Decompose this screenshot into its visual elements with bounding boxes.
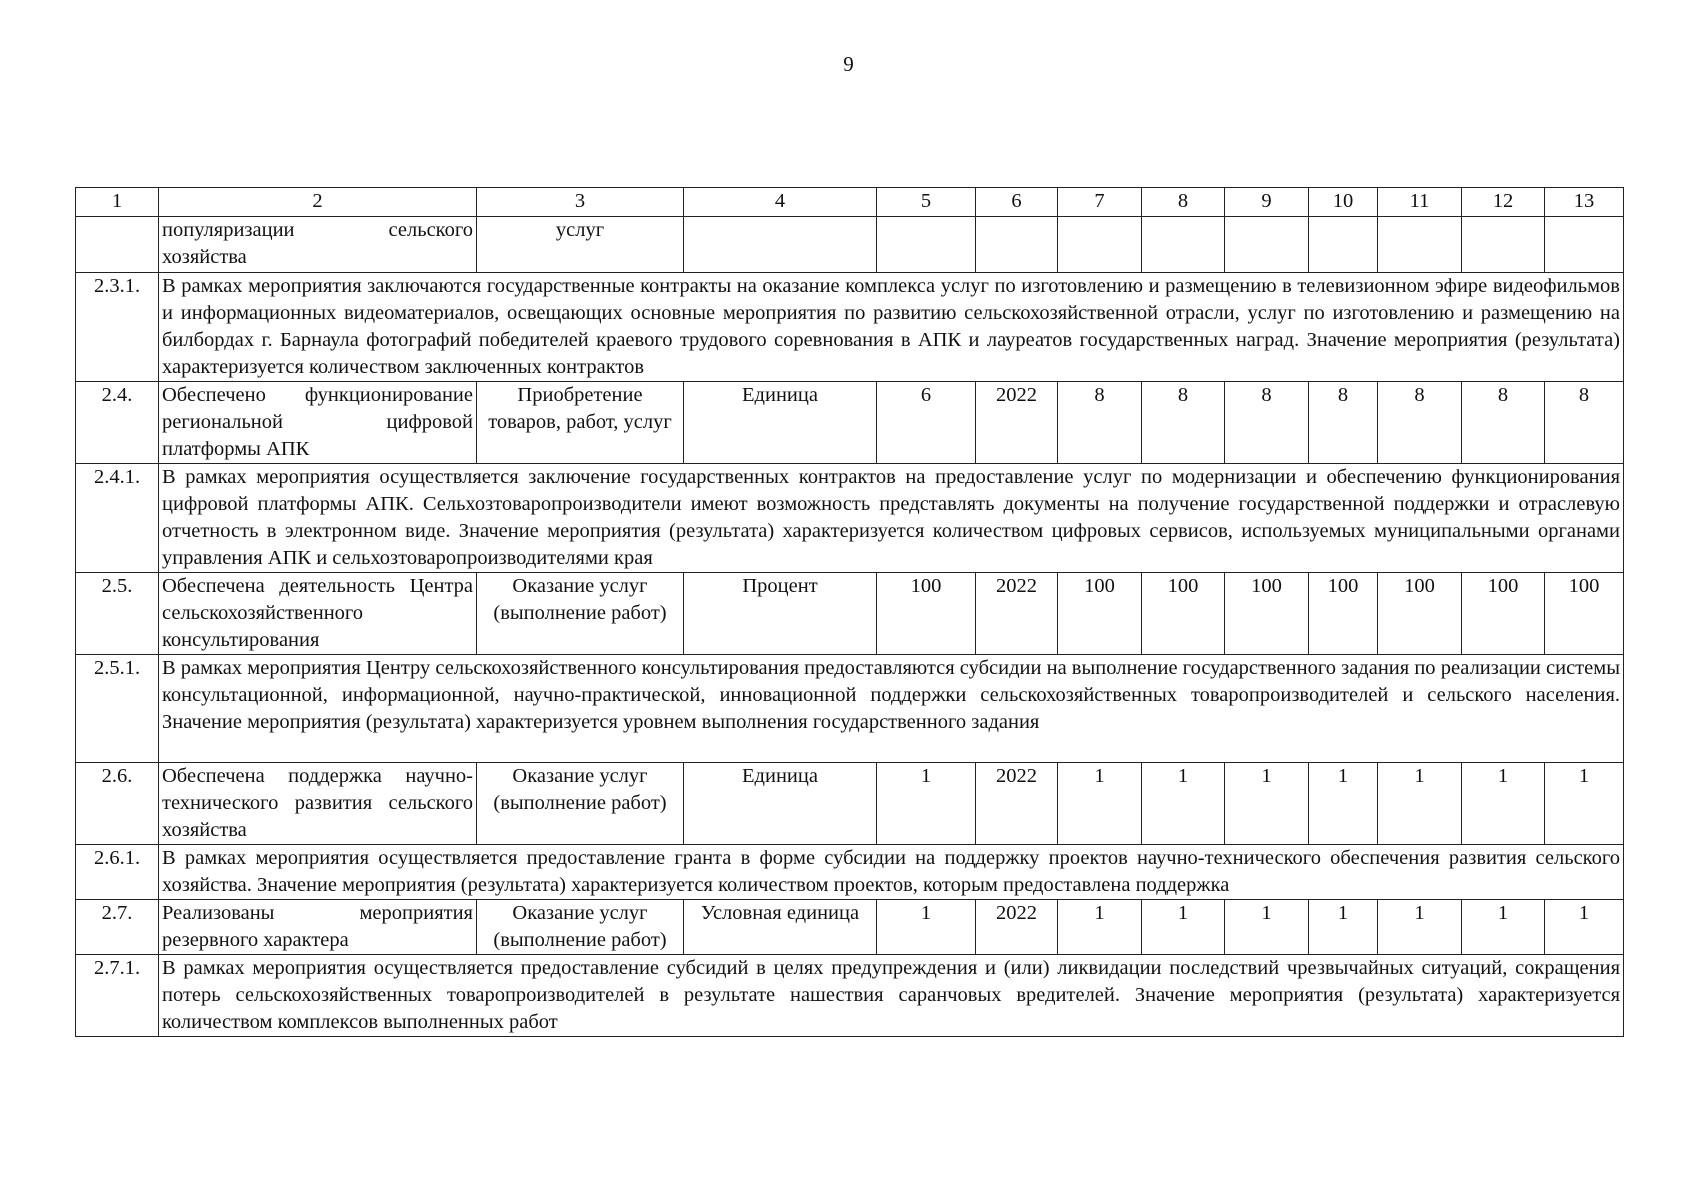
column-number: 12: [1462, 188, 1545, 217]
page-number: 9: [843, 52, 854, 76]
base-year: 2022: [976, 900, 1058, 955]
column-number-row: [76, 188, 1624, 217]
program-table: [75, 187, 1624, 1037]
year-value: 1: [1462, 763, 1545, 845]
year-value: 1: [1545, 900, 1624, 955]
row-number: 2.4.1.: [76, 464, 159, 573]
table-cell: [1225, 217, 1309, 273]
table-cell: [684, 217, 877, 273]
year-value: 1: [1142, 763, 1225, 845]
year-value: 1: [1225, 763, 1309, 845]
year-value: 1: [1545, 763, 1624, 845]
year-value: 100: [1225, 573, 1309, 655]
measure-description: В рамках мероприятия осуществляется предоставление субсидий в целях предупреждения и (или) ликвидации последствий чрезвычайных ситуаций, сокращения потерь сельскохозяйственных товаропроизводителей в результате нашествия саранчовых вредителей. Значение мероприятия (результата) характеризуется количеством комплексов выполненных работ: [159, 955, 1624, 1037]
base-year: 2022: [976, 573, 1058, 655]
measure-name: популяризации сельского хозяйства: [159, 217, 477, 273]
measure-unit: Условная единица: [684, 900, 877, 955]
base-value: 100: [877, 573, 976, 655]
table-row: [76, 464, 1624, 573]
column-number: 6: [976, 188, 1058, 217]
year-value: 1: [1378, 900, 1462, 955]
measure-description: В рамках мероприятия осуществляется заключение государственных контрактов на предоставление услуг по модернизации и обеспечению функционирования цифровой платформы АПК. Сельхозтоваропроизводители имеют возможность представлять документы на получение государственной поддержки и отраслевую отчетность в электронном виде. Значение мероприятия (результата) характеризуется количеством цифровых сервисов, используемых муниципальными органами управления АПК и сельхозтоваропроизводителями края: [159, 464, 1624, 573]
year-value: 1: [1058, 763, 1142, 845]
column-number: 3: [477, 188, 684, 217]
table-cell: [1462, 217, 1545, 273]
year-value: 8: [1545, 382, 1624, 464]
row-number: 2.7.1.: [76, 955, 159, 1037]
measure-unit: Единица: [684, 763, 877, 845]
column-number: 11: [1378, 188, 1462, 217]
row-number: 2.6.: [76, 763, 159, 845]
table-cell: [1545, 217, 1624, 273]
year-value: 100: [1545, 573, 1624, 655]
measure-name: Обеспечено функционирование региональной цифровой платформы АПК: [159, 382, 477, 464]
measure-type: Оказание услуг (выполнение работ): [477, 900, 684, 955]
table-cell: [1058, 217, 1142, 273]
row-number: 2.3.1.: [76, 273, 159, 382]
year-value: 100: [1462, 573, 1545, 655]
table-cell: [1142, 217, 1225, 273]
base-year: 2022: [976, 763, 1058, 845]
table-row: [76, 655, 1624, 763]
year-value: 1: [1225, 900, 1309, 955]
year-value: 1: [1462, 900, 1545, 955]
table-row: [76, 763, 1624, 845]
year-value: 8: [1462, 382, 1545, 464]
column-number: 8: [1142, 188, 1225, 217]
base-value: 1: [877, 900, 976, 955]
year-value: 100: [1142, 573, 1225, 655]
row-number: 2.7.: [76, 900, 159, 955]
table-cell: [877, 217, 976, 273]
measure-description: В рамках мероприятия заключаются государственные контракты на оказание комплекса услуг по изготовлению и размещению в телевизионном эфире видеофильмов и информационных видеоматериалов, освещающих основные мероприятия по развитию сельскохозяйственной отрасли, услуг по изготовлению и размещению на билбордах г. Барнаула фотографий победителей краевого трудового соревнования в АПК и лауреатов государственных наград. Значение мероприятия (результата) характеризуется количеством заключенных контрактов: [159, 273, 1624, 382]
measure-type: Приобретение товаров, работ, услуг: [477, 382, 684, 464]
column-number: 13: [1545, 188, 1624, 217]
table-cell: [1378, 217, 1462, 273]
base-value: 6: [877, 382, 976, 464]
year-value: 1: [1378, 763, 1462, 845]
table-cell: [76, 217, 159, 273]
column-number: 2: [159, 188, 477, 217]
row-number: 2.5.1.: [76, 655, 159, 763]
year-value: 8: [1225, 382, 1309, 464]
table-cell: [976, 217, 1058, 273]
row-number: 2.6.1.: [76, 845, 159, 900]
year-value: 100: [1309, 573, 1378, 655]
table-row: [76, 573, 1624, 655]
column-number: 7: [1058, 188, 1142, 217]
measure-description: В рамках мероприятия Центру сельскохозяйственного консультирования предоставляются субсидии на выполнение государственного задания по реализации системы консультационной, информационной, научно-практической, инновационной поддержки сельскохозяйственных товаропроизводителей и сельского населения. Значение мероприятия (результата) характеризуется уровнем выполнения государственного задания: [159, 655, 1624, 763]
year-value: 100: [1378, 573, 1462, 655]
measure-type: услуг: [477, 217, 684, 273]
table-row: [76, 900, 1624, 955]
base-value: 1: [877, 763, 976, 845]
table-row: [76, 382, 1624, 464]
year-value: 100: [1058, 573, 1142, 655]
table-row: [76, 273, 1624, 382]
base-year: 2022: [976, 382, 1058, 464]
measure-unit: Единица: [684, 382, 877, 464]
measure-name: Реализованы мероприятия резервного характера: [159, 900, 477, 955]
measure-name: Обеспечена поддержка научно-технического развития сельского хозяйства: [159, 763, 477, 845]
measure-type: Оказание услуг (выполнение работ): [477, 763, 684, 845]
table-row: [76, 217, 1624, 273]
row-number: 2.5.: [76, 573, 159, 655]
column-number: 9: [1225, 188, 1309, 217]
year-value: 1: [1309, 763, 1378, 845]
column-number: 5: [877, 188, 976, 217]
measure-type: Оказание услуг (выполнение работ): [477, 573, 684, 655]
table-cell: [1309, 217, 1378, 273]
row-number: 2.4.: [76, 382, 159, 464]
column-number: 1: [76, 188, 159, 217]
year-value: 1: [1309, 900, 1378, 955]
table-row: [76, 845, 1624, 900]
measure-description: В рамках мероприятия осуществляется предоставление гранта в форме субсидии на поддержку проектов научно-технического обеспечения развития сельского хозяйства. Значение мероприятия (результата) характеризуется количеством проектов, которым предоставлена поддержка: [159, 845, 1624, 900]
year-value: 8: [1378, 382, 1462, 464]
year-value: 8: [1142, 382, 1225, 464]
year-value: 8: [1309, 382, 1378, 464]
measure-unit: Процент: [684, 573, 877, 655]
year-value: 8: [1058, 382, 1142, 464]
column-number: 4: [684, 188, 877, 217]
measure-name: Обеспечена деятельность Центра сельскохозяйственного консультирования: [159, 573, 477, 655]
table-row: [76, 955, 1624, 1037]
column-number: 10: [1309, 188, 1378, 217]
year-value: 1: [1142, 900, 1225, 955]
year-value: 1: [1058, 900, 1142, 955]
